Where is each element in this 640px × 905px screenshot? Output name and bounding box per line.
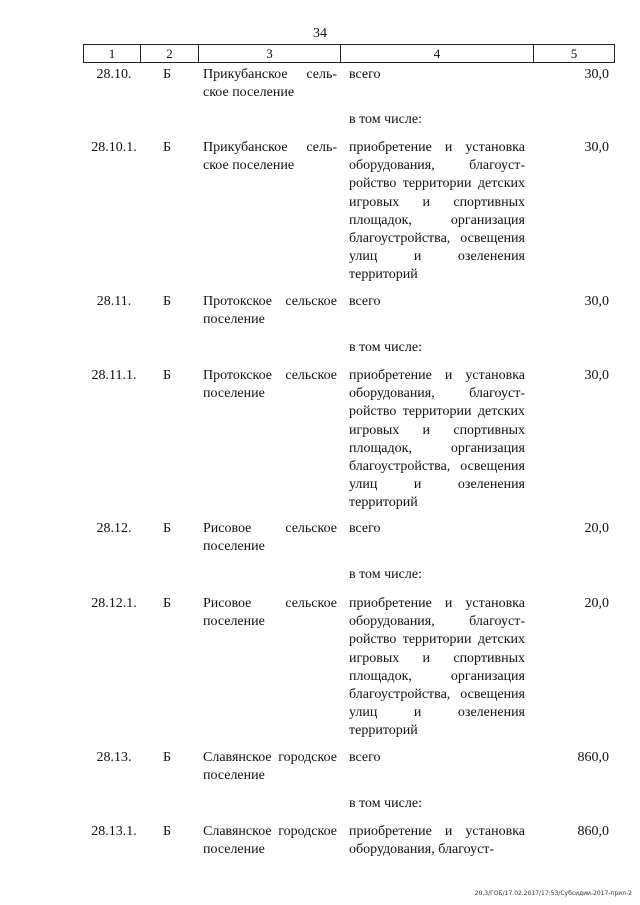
row-settlement: Славянское городское поселение — [203, 750, 337, 784]
row-description: приобретение и установка оборудования, благоустройство территории детских игровых и спортивных площадок, организация благоустройства, освещения улиц и озеленения территорий — [349, 140, 525, 283]
row-amount: 30,0 — [584, 67, 609, 82]
row-description: приобретение и установка оборудования, благоуст- — [349, 824, 525, 858]
row-amount: 20,0 — [584, 521, 609, 536]
row-settlement: Протокское сельское поселение — [203, 368, 337, 402]
header-col-1: 1 — [84, 45, 141, 62]
header-col-2: 2 — [141, 45, 199, 62]
row-amount: 20,0 — [584, 596, 609, 611]
row-settlement: Рисовое сельское поселение — [203, 596, 337, 630]
row-number: 28.10.1. — [91, 140, 137, 155]
document-footer-stamp: 20.3/ГОБ/17.02.2017/17:53/Субсидии-2017-прил-2 — [474, 890, 632, 897]
row-category: Б — [162, 67, 172, 82]
row-description: всего — [349, 294, 381, 309]
row-category: Б — [162, 368, 172, 383]
row-settlement: Прикубанское сельское поселение — [203, 140, 337, 174]
row-description: приобретение и установка оборудования, благоустройство территории детских игровых и спортивных площадок, организация благоустройства, освещения улиц и озеленения территорий — [349, 596, 525, 739]
row-category: Б — [162, 824, 172, 839]
subtotal-label: в том числе: — [349, 567, 422, 582]
row-amount: 860,0 — [577, 750, 609, 765]
row-category: Б — [162, 521, 172, 536]
row-amount: 30,0 — [584, 140, 609, 155]
row-number: 28.12.1. — [91, 596, 137, 611]
header-col-4: 4 — [341, 45, 534, 62]
row-category: Б — [162, 750, 172, 765]
row-category: Б — [162, 294, 172, 309]
row-description: всего — [349, 67, 381, 82]
row-description: всего — [349, 521, 381, 536]
row-category: Б — [162, 140, 172, 155]
subtotal-label: в том числе: — [349, 340, 422, 355]
row-amount: 30,0 — [584, 368, 609, 383]
header-col-5: 5 — [570, 46, 578, 61]
row-number: 28.13. — [96, 750, 132, 765]
header-col-3: 3 — [199, 45, 341, 62]
row-number: 28.11.1. — [91, 368, 137, 383]
subtotal-label: в том числе: — [349, 112, 422, 127]
row-settlement: Протокское сельское поселение — [203, 294, 337, 328]
row-settlement: Рисовое сельское поселение — [203, 521, 337, 555]
row-number: 28.13.1. — [91, 824, 137, 839]
row-settlement: Славянское городское поселение — [203, 824, 337, 858]
row-description: всего — [349, 750, 381, 765]
row-amount: 860,0 — [577, 824, 609, 839]
table-header — [83, 44, 615, 63]
page-number: 34 — [313, 26, 327, 41]
row-number: 28.12. — [96, 521, 132, 536]
row-description: приобретение и установка оборудования, благоустройство территории детских игровых и спортивных площадок, организация благоустройства, освещения улиц и озеленения территорий — [349, 368, 525, 511]
row-number: 28.10. — [96, 67, 132, 82]
subtotal-label: в том числе: — [349, 796, 422, 811]
row-category: Б — [162, 596, 172, 611]
row-amount: 30,0 — [584, 294, 609, 309]
row-settlement: Прикубанское сельское поселение — [203, 67, 337, 101]
row-number: 28.11. — [96, 294, 132, 309]
